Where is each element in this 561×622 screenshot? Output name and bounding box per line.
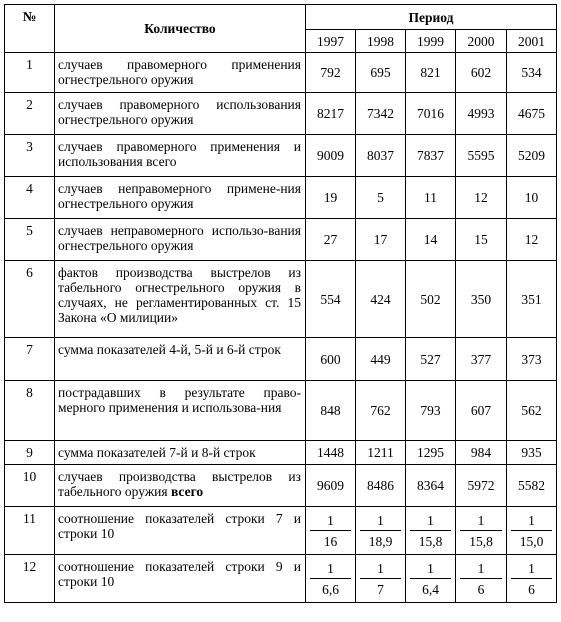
value-cell: 1295 xyxy=(406,441,456,465)
value-cell: 7016 xyxy=(406,93,456,135)
value-cell: 377 xyxy=(456,338,507,381)
row-description: сумма показателей 4-й, 5-й и 6-й строк xyxy=(55,338,306,381)
value-cell: 562 xyxy=(507,381,557,441)
row-description-bold: всего xyxy=(170,484,204,499)
value-cell: 5209 xyxy=(507,135,557,177)
fraction-numerator: 1 xyxy=(327,560,334,576)
value-cell: 600 xyxy=(306,338,356,381)
row-description: случаев неправомерного примене-ния огнестрельного оружия xyxy=(55,177,306,219)
value-cell: 534 xyxy=(507,53,557,93)
value-cell: 27 xyxy=(306,219,356,261)
value-cell: 821 xyxy=(406,53,456,93)
fraction-cell xyxy=(356,507,406,555)
fraction-numerator: 1 xyxy=(477,560,485,576)
value-cell: 373 xyxy=(507,338,557,381)
fraction-numerator: 1 xyxy=(377,512,384,528)
row-number: 9 xyxy=(5,441,55,465)
fraction-cell xyxy=(406,555,456,603)
value-cell: 4675 xyxy=(507,93,557,135)
value-cell: 5582 xyxy=(507,465,557,507)
value-cell: 8364 xyxy=(406,465,456,507)
table-row xyxy=(5,261,557,338)
row-number: 8 xyxy=(5,381,55,441)
fraction-denominator: 6,4 xyxy=(422,581,439,597)
value-cell: 350 xyxy=(456,261,507,338)
value-cell: 848 xyxy=(306,381,356,441)
row-description-text: случаев производства выстрелов из табельного оружия xyxy=(58,469,301,499)
table-row xyxy=(5,93,557,135)
fraction-denominator: 15,0 xyxy=(519,533,544,549)
fraction-cell xyxy=(356,555,406,603)
value-cell: 602 xyxy=(456,53,507,93)
row-description: случаев правомерного применения и использования всего xyxy=(55,135,306,177)
fraction-numerator: 1 xyxy=(377,560,384,576)
table-row xyxy=(5,177,557,219)
value-cell: 1448 xyxy=(306,441,356,465)
fraction-cell xyxy=(456,507,507,555)
value-cell: 10 xyxy=(507,177,557,219)
fraction-denominator: 7 xyxy=(377,581,384,597)
fraction-denominator: 15,8 xyxy=(418,533,443,549)
table-row xyxy=(5,441,557,465)
table-row xyxy=(5,135,557,177)
value-cell: 7342 xyxy=(356,93,406,135)
row-number: 7 xyxy=(5,338,55,381)
header-period: Период xyxy=(306,5,557,30)
table-row xyxy=(5,507,557,555)
year-1998: 1998 xyxy=(356,30,406,53)
row-description: случаев неправомерного использо-вания огнестрельного оружия xyxy=(55,219,306,261)
fraction-denominator: 6,6 xyxy=(322,581,339,597)
value-cell: 12 xyxy=(456,177,507,219)
table-row xyxy=(5,555,557,603)
fraction-numerator: 1 xyxy=(528,560,535,576)
table-row xyxy=(5,338,557,381)
value-cell: 695 xyxy=(356,53,406,93)
table-row xyxy=(5,381,557,441)
row-number: 2 xyxy=(5,93,55,135)
value-cell: 19 xyxy=(306,177,356,219)
value-cell: 554 xyxy=(306,261,356,338)
row-number: 10 xyxy=(5,465,55,507)
fraction-numerator: 1 xyxy=(528,512,535,528)
table-row xyxy=(5,465,557,507)
statistics-table xyxy=(4,4,557,603)
value-cell: 11 xyxy=(406,177,456,219)
value-cell: 9009 xyxy=(306,135,356,177)
row-number: 3 xyxy=(5,135,55,177)
fraction-cell xyxy=(306,555,356,603)
fraction-numerator: 1 xyxy=(477,512,485,528)
value-cell: 1211 xyxy=(356,441,406,465)
fraction-numerator: 1 xyxy=(427,512,434,528)
value-cell: 9609 xyxy=(306,465,356,507)
fraction-numerator: 1 xyxy=(327,512,334,528)
header-number: № xyxy=(5,5,55,53)
table-row xyxy=(5,219,557,261)
value-cell: 17 xyxy=(356,219,406,261)
value-cell: 14 xyxy=(406,219,456,261)
row-description: случаев правомерного использования огнестрельного оружия xyxy=(55,93,306,135)
year-1997: 1997 xyxy=(306,30,356,53)
fraction-denominator: 6 xyxy=(477,581,485,597)
fraction-numerator: 1 xyxy=(427,560,434,576)
year-1999: 1999 xyxy=(406,30,456,53)
year-2001: 2001 xyxy=(507,30,557,53)
row-description: фактов производства выстрелов из табельного огнестрельного оружия в случаях, не регламентированных ст. 15 Закона «О милиции» xyxy=(55,261,306,338)
value-cell: 5972 xyxy=(456,465,507,507)
row-number: 4 xyxy=(5,177,55,219)
value-cell: 8037 xyxy=(356,135,406,177)
value-cell: 424 xyxy=(356,261,406,338)
row-description: соотношение показателей строки 7 и строки 10 xyxy=(55,507,306,555)
value-cell: 8486 xyxy=(356,465,406,507)
value-cell: 792 xyxy=(306,53,356,93)
row-number: 1 xyxy=(5,53,55,93)
value-cell: 351 xyxy=(507,261,557,338)
value-cell: 935 xyxy=(507,441,557,465)
header-row-top xyxy=(5,5,557,30)
row-number: 12 xyxy=(5,555,55,603)
value-cell: 527 xyxy=(406,338,456,381)
fraction-cell xyxy=(507,507,557,555)
header-quantity: Количество xyxy=(55,5,306,53)
table-row xyxy=(5,53,557,93)
row-number: 5 xyxy=(5,219,55,261)
row-description: сумма показателей 7-й и 8-й строк xyxy=(55,441,306,465)
value-cell: 793 xyxy=(406,381,456,441)
row-description: случаев правомерного применения огнестрельного оружия xyxy=(55,53,306,93)
value-cell: 4993 xyxy=(456,93,507,135)
value-cell: 12 xyxy=(507,219,557,261)
row-number: 6 xyxy=(5,261,55,338)
row-number: 11 xyxy=(5,507,55,555)
value-cell: 607 xyxy=(456,381,507,441)
year-2000: 2000 xyxy=(456,30,507,53)
fraction-denominator: 18,9 xyxy=(368,533,393,549)
row-description xyxy=(55,465,306,507)
value-cell: 762 xyxy=(356,381,406,441)
fraction-denominator: 15,8 xyxy=(469,533,493,549)
value-cell: 7837 xyxy=(406,135,456,177)
value-cell: 5595 xyxy=(456,135,507,177)
fraction-cell xyxy=(507,555,557,603)
row-description: соотношение показателей строки 9 и строки 10 xyxy=(55,555,306,603)
value-cell: 449 xyxy=(356,338,406,381)
row-description: пострадавших в результате право-мерного применения и использова-ния xyxy=(55,381,306,441)
value-cell: 502 xyxy=(406,261,456,338)
value-cell: 15 xyxy=(456,219,507,261)
fraction-cell xyxy=(306,507,356,555)
fraction-cell xyxy=(406,507,456,555)
value-cell: 5 xyxy=(356,177,406,219)
fraction-denominator: 16 xyxy=(323,533,338,549)
fraction-cell xyxy=(456,555,507,603)
value-cell: 984 xyxy=(456,441,507,465)
fraction-denominator: 6 xyxy=(528,581,535,597)
value-cell: 8217 xyxy=(306,93,356,135)
